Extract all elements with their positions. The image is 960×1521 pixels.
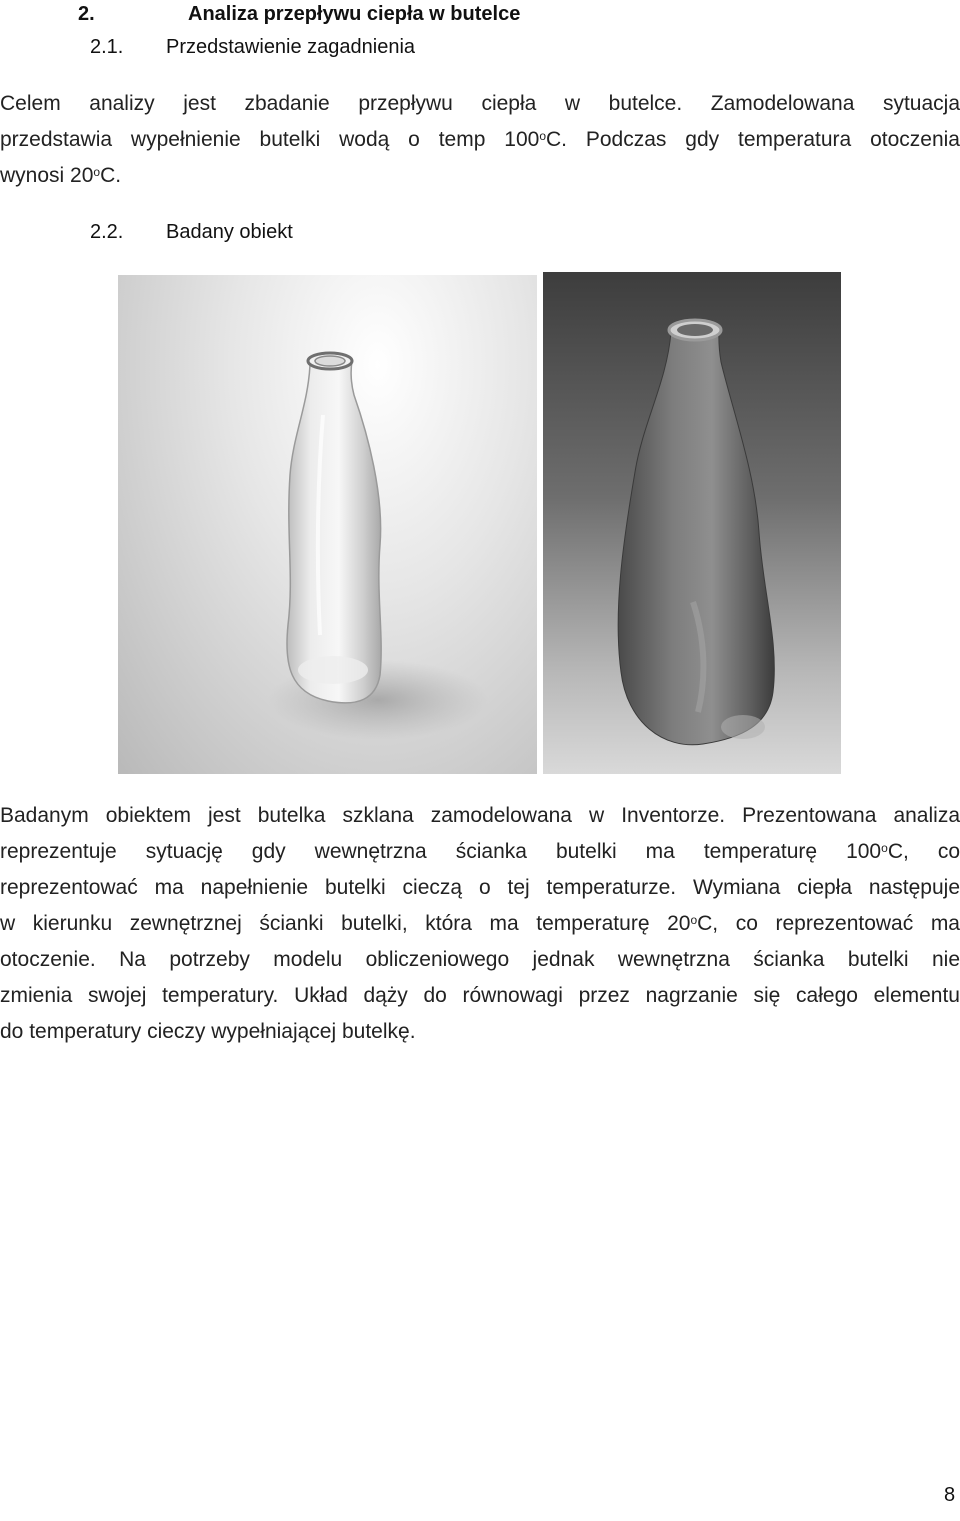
- glass-bottle-illustration: [118, 275, 537, 774]
- text-run: C, co reprezentować ma: [697, 912, 960, 935]
- paragraph-line: otoczenie. Na potrzeby modelu obliczeniowego jednak wewnętrzna ścianka butelki nie: [0, 948, 960, 971]
- glass-bottle-render-image: [118, 275, 537, 774]
- paragraph-line: do temperatury cieczy wypełniającej butelkę.: [0, 1020, 416, 1043]
- text-run: C. Podczas gdy temperatura otoczenia: [546, 128, 960, 151]
- subsection-number: 2.1.: [90, 36, 124, 58]
- text-run: C.: [100, 164, 122, 187]
- section-number: 2.: [78, 3, 95, 25]
- text-run: przedstawia wypełnienie butelki wodą o temp 100: [0, 128, 540, 151]
- section-title: Analiza przepływu ciepła w butelce: [188, 3, 521, 25]
- paragraph-line: [0, 834, 960, 870]
- paragraph-line: [0, 906, 960, 942]
- degree-superscript: o: [881, 841, 888, 855]
- degree-superscript: o: [93, 165, 101, 179]
- subsection-number: 2.2.: [90, 221, 124, 243]
- paragraph-line: [0, 158, 960, 194]
- subsection-heading-2-1: [90, 33, 415, 61]
- intro-paragraph: [0, 86, 960, 194]
- text-run: wynosi 20: [0, 164, 94, 187]
- degree-superscript: o: [690, 913, 698, 927]
- degree-superscript: o: [539, 129, 546, 143]
- paragraph-line: reprezentować ma napełnienie butelki cieczą o tej temperaturze. Wymiana ciepła następuje: [0, 876, 960, 899]
- paragraph-line: Badanym obiektem jest butelka szklana zamodelowana w Inventorze. Prezentowana analiza: [0, 804, 960, 827]
- text-run: C, co: [887, 840, 960, 863]
- text-run: w kierunku zewnętrznej ścianki butelki, która ma temperaturę 20: [0, 912, 691, 935]
- section-heading: [78, 0, 520, 28]
- subsection-title: Przedstawienie zagadnienia: [166, 36, 416, 58]
- text-run: reprezentuje sytuację gdy wewnętrzna ścianka butelki ma temperaturę 100: [0, 840, 882, 863]
- paragraph-line: zmienia swojej temperatury. Układ dąży do równowagi przez nagrzanie się całego elementu: [0, 984, 960, 1007]
- description-paragraph: [0, 798, 960, 1050]
- page-number: 8: [944, 1484, 956, 1506]
- cad-bottle-illustration: [543, 272, 841, 774]
- cad-bottle-model-image: [543, 272, 841, 774]
- subsection-title: Badany obiekt: [166, 221, 293, 243]
- paragraph-line: [0, 122, 960, 158]
- subsection-heading-2-2: [90, 218, 293, 246]
- paragraph-line: Celem analizy jest zbadanie przepływu ciepła w butelce. Zamodelowana sytuacja: [0, 92, 960, 115]
